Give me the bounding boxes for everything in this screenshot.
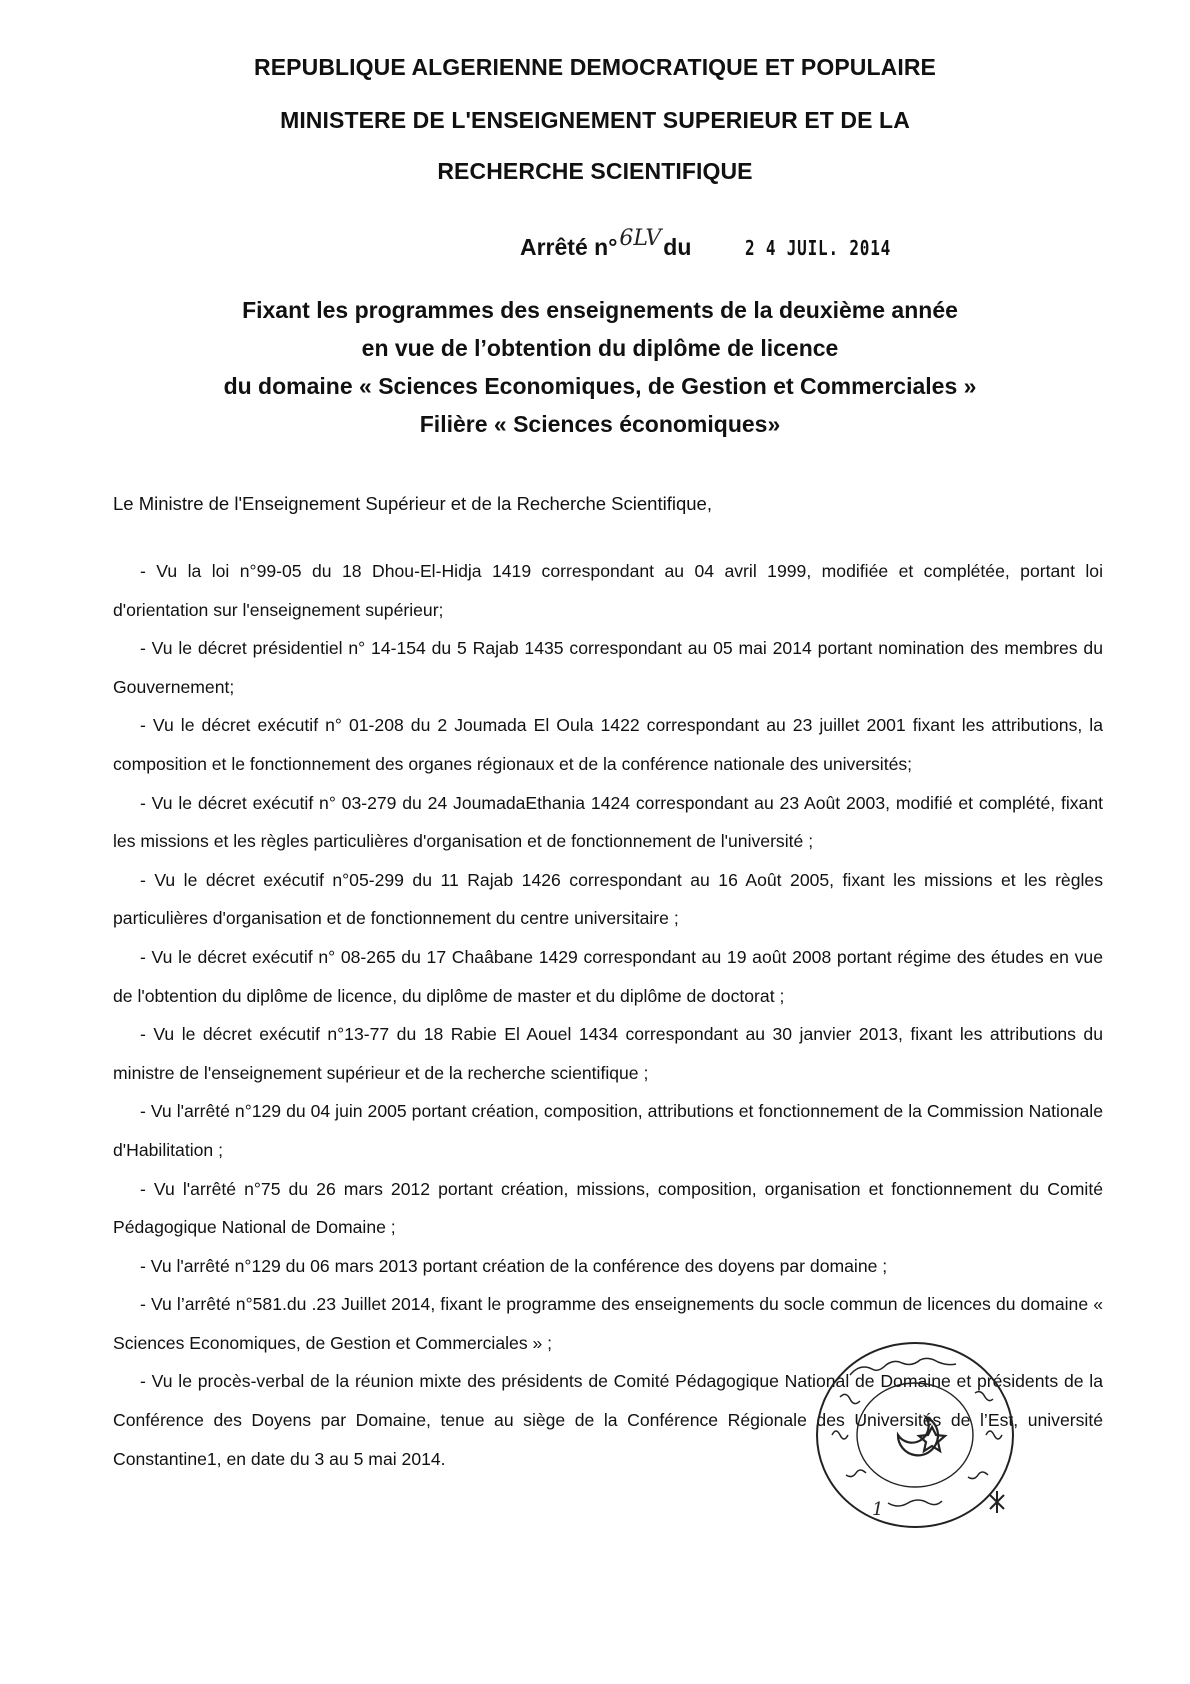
arrete-prefix: Arrêté n° bbox=[520, 234, 618, 260]
arrete-du: du bbox=[663, 234, 692, 260]
official-seal-icon bbox=[810, 1335, 1020, 1535]
title-line-3: du domaine « Sciences Economiques, de Gestion et Commerciales » bbox=[223, 373, 977, 399]
decree-title bbox=[150, 291, 1050, 443]
vu-item: - Vu le décret exécutif n° 01-208 du 2 Joumada El Oula 1422 correspondant au 23 juillet 2001 fixant les attributions, la composition et le fonctionnement des organes régionaux et de la conférence nationale des universités; bbox=[113, 715, 1103, 774]
title-line-2: en vue de l’obtention du diplôme de licence bbox=[361, 335, 839, 361]
seal-page-number: 1 bbox=[872, 1499, 884, 1520]
vu-item: - Vu le décret exécutif n° 08-265 du 17 Chaâbane 1429 correspondant au 19 août 2008 portant régime des études en vue de l'obtention du diplôme de licence, du diplôme de master et du diplôme de doctorat ; bbox=[113, 946, 1103, 1006]
vu-item: - Vu le décret exécutif n°13-77 du 18 Rabie El Aouel 1434 correspondant au 30 janvier 2013, fixant les attributions du ministre de l'enseignement supérieur et de la recherche scientifique ; bbox=[113, 1024, 1103, 1083]
seal-inner-ring bbox=[857, 1383, 973, 1487]
vu-item: - Vu le décret exécutif n° 03-279 du 24 JoumadaEthania 1424 correspondant au 23 Août 2003, modifié et complété, fixant les missions et les règles particulières d'organisation et de fonctionnement de l'université ; bbox=[113, 792, 1103, 852]
header-ministry: MINISTERE DE L'ENSEIGNEMENT SUPERIEUR ET DE LA bbox=[280, 107, 910, 133]
vu-item: - Vu l’arrêté n°581.du .23 Juillet 2014, fixant le programme des enseignements du socle commun de licences du domaine « Sciences Economiques, de Gestion et Commerciales » ; bbox=[113, 1294, 1103, 1353]
seal-star-mark bbox=[990, 1491, 1004, 1513]
arrete-date-stamp: 2 4 JUIL. 2014 bbox=[745, 236, 892, 260]
arrete-number-handwritten: 6LV bbox=[619, 226, 662, 251]
title-line-4: Filière « Sciences économiques» bbox=[419, 411, 781, 437]
vu-item: - Vu le décret présidentiel n° 14-154 du 5 Rajab 1435 correspondant au 05 mai 2014 portant nomination des membres du Gouvernement; bbox=[113, 638, 1103, 697]
header-ministry-cont: RECHERCHE SCIENTIFIQUE bbox=[437, 158, 753, 184]
vu-item: - Vu la loi n°99-05 du 18 Dhou-El-Hidja 1419 correspondant au 04 avril 1999, modifiée et complétée, portant loi d'orientation sur l'enseignement supérieur; bbox=[113, 561, 1103, 620]
seal-outer-ring bbox=[817, 1343, 1013, 1527]
title-line-1: Fixant les programmes des enseignements de la deuxième année bbox=[242, 297, 958, 323]
arrete-line bbox=[520, 226, 928, 261]
header-republic: REPUBLIQUE ALGERIENNE DEMOCRATIQUE ET POPULAIRE bbox=[254, 54, 936, 80]
vu-item: - Vu le décret exécutif n°05-299 du 11 Rajab 1426 correspondant au 16 Août 2005, fixant les missions et les règles particulières d'organisation et de fonctionnement du centre universitaire ; bbox=[113, 869, 1103, 929]
vu-item: - Vu l'arrêté n°129 du 04 juin 2005 portant création, composition, attributions et fonctionnement de la Commission Nationale d'Habilitation ; bbox=[113, 1101, 1103, 1160]
vu-item: - Vu l'arrêté n°129 du 06 mars 2013 portant création de la conférence des doyens par domaine ; bbox=[140, 1255, 888, 1276]
vu-item: - Vu l'arrêté n°75 du 26 mars 2012 portant création, missions, composition, organisation et fonctionnement du Comité Pédagogique National de Domaine ; bbox=[113, 1178, 1103, 1238]
vu-item: - Vu le procès-verbal de la réunion mixte des présidents de Comité Pédagogique National de Domaine et présidents de la Conférence des Doyens par Domaine, tenue au siège de la Conférence Régionale des Universités de l’Est, université Constantine1, en date du 3 au 5 mai 2014. bbox=[113, 1371, 1103, 1469]
seal-crescent-star bbox=[898, 1417, 945, 1455]
intro-minister: Le Ministre de l'Enseignement Supérieur et de la Recherche Scientifique, bbox=[113, 493, 712, 514]
